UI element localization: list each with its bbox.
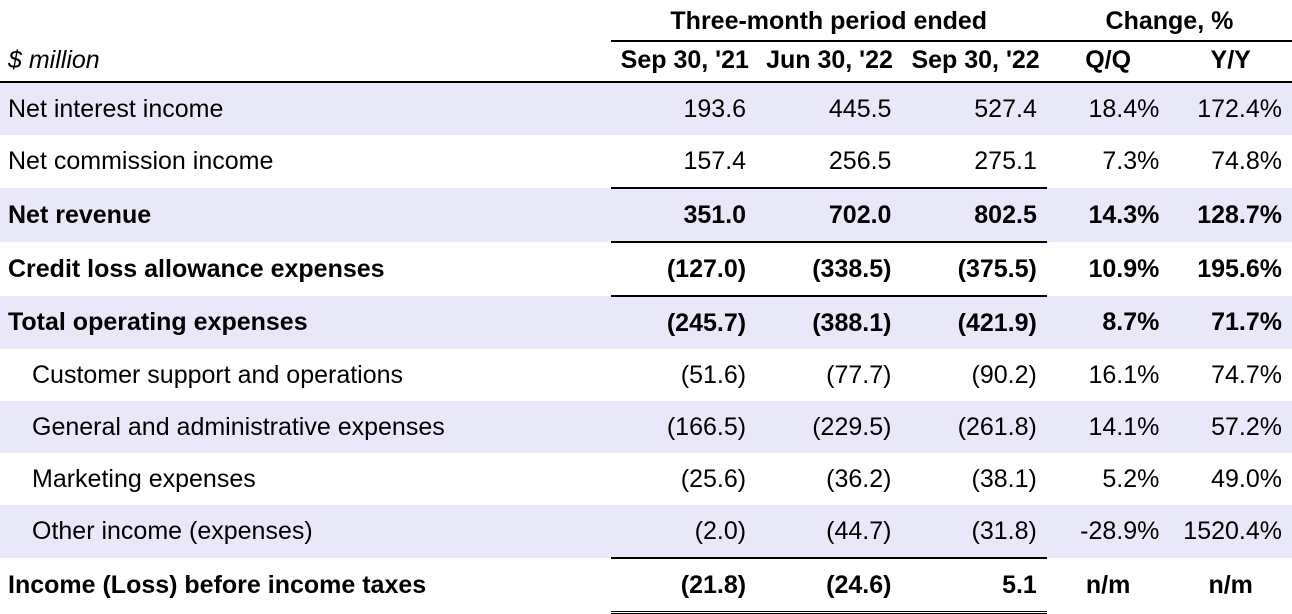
row-label: Customer support and operations (32, 360, 404, 389)
row-label: Net interest income (0, 82, 611, 135)
table-row (0, 558, 1292, 613)
row-value-jun-2022: (229.5) (756, 401, 901, 453)
row-value-jun-2022: 702.0 (756, 188, 901, 242)
table-row (0, 349, 1292, 401)
table-body (0, 82, 1292, 613)
row-value-jun-2022: (44.7) (756, 505, 901, 558)
row-change-yy: 71.7% (1169, 296, 1292, 349)
row-label: Net revenue (0, 188, 611, 242)
header-columns-row (0, 41, 1292, 82)
header-group-periods: Three-month period ended (611, 0, 1047, 41)
header-col-yy: Y/Y (1169, 41, 1292, 82)
header-group-change: Change, % (1047, 0, 1292, 41)
row-value-sep-2022: 5.1 (901, 558, 1046, 613)
row-change-qq: 5.2% (1102, 464, 1160, 493)
row-value-sep-2021: (127.0) (611, 242, 756, 296)
row-value-sep-2022: (421.9) (901, 296, 1046, 349)
table-row (0, 296, 1292, 349)
row-value-sep-2021: (25.6) (680, 464, 747, 493)
header-col-qq: Q/Q (1047, 41, 1170, 82)
table-head (0, 0, 1292, 82)
header-unit-label: $ million (0, 41, 611, 82)
row-value-sep-2022: 275.1 (974, 146, 1037, 175)
header-group-blank (0, 0, 611, 41)
row-value-jun-2022: (338.5) (756, 242, 901, 296)
header-col-sep-2021: Sep 30, '21 (611, 41, 756, 82)
row-change-yy: 74.8% (1211, 147, 1282, 175)
row-change-yy: 128.7% (1169, 188, 1292, 242)
row-change-qq: 10.9% (1088, 254, 1160, 283)
row-value-sep-2022: (38.1) (971, 464, 1037, 493)
row-value-jun-2022: (388.1) (756, 296, 901, 349)
row-value-jun-2022: 256.5 (828, 146, 892, 175)
row-label: Total operating expenses (0, 296, 611, 349)
table-row (0, 135, 1292, 188)
table-row (0, 188, 1292, 242)
row-value-jun-2022: (77.7) (826, 360, 892, 389)
row-change-yy: 49.0% (1211, 464, 1282, 493)
row-change-qq: 14.3% (1047, 188, 1170, 242)
header-col-jun-2022: Jun 30, '22 (756, 41, 901, 82)
row-value-sep-2022: (90.2) (971, 360, 1037, 389)
row-value-sep-2022: 527.4 (901, 82, 1046, 135)
row-value-sep-2021: (245.7) (611, 296, 756, 349)
row-label: General and administrative expenses (0, 401, 611, 453)
row-value-sep-2022: (31.8) (901, 505, 1046, 558)
row-change-qq: 7.3% (1102, 147, 1160, 175)
row-change-qq: 16.1% (1088, 360, 1160, 389)
row-change-yy: 195.6% (1197, 254, 1282, 283)
row-value-jun-2022: (24.6) (756, 558, 901, 613)
row-change-yy: n/m (1208, 570, 1253, 599)
row-label: Marketing expenses (32, 464, 256, 493)
header-group-row (0, 0, 1292, 41)
row-change-yy: 172.4% (1169, 82, 1292, 135)
row-change-yy: 74.7% (1211, 360, 1282, 389)
row-value-sep-2022: 802.5 (901, 188, 1046, 242)
row-change-qq: n/m (1085, 570, 1131, 599)
row-value-sep-2021: 193.6 (611, 82, 756, 135)
row-change-yy: 1520.4% (1169, 505, 1292, 558)
row-value-sep-2021: (2.0) (611, 505, 756, 558)
row-value-jun-2022: 445.5 (756, 82, 901, 135)
row-label: Credit loss allowance expenses (8, 254, 385, 283)
row-value-jun-2022: (36.2) (826, 464, 892, 493)
row-change-qq: -28.9% (1047, 505, 1170, 558)
row-value-sep-2021: (21.8) (611, 558, 756, 613)
row-change-qq: 8.7% (1047, 296, 1170, 349)
table-row (0, 242, 1292, 296)
table-row (0, 401, 1292, 453)
row-value-sep-2022: (261.8) (901, 401, 1046, 453)
row-value-sep-2021: 351.0 (611, 188, 756, 242)
header-col-sep-2022: Sep 30, '22 (901, 41, 1046, 82)
row-value-sep-2022: (375.5) (901, 242, 1046, 296)
row-change-yy: 57.2% (1169, 401, 1292, 453)
row-value-sep-2021: 157.4 (683, 146, 747, 175)
row-label: Other income (expenses) (0, 505, 611, 558)
row-value-sep-2021: (166.5) (611, 401, 756, 453)
row-label: Income (Loss) before income taxes (8, 570, 427, 599)
row-label: Net commission income (8, 147, 274, 175)
row-value-sep-2021: (51.6) (680, 360, 747, 389)
row-change-qq: 18.4% (1047, 82, 1170, 135)
table-row (0, 82, 1292, 135)
table-row (0, 453, 1292, 505)
row-change-qq: 14.1% (1047, 401, 1170, 453)
table-row (0, 505, 1292, 558)
